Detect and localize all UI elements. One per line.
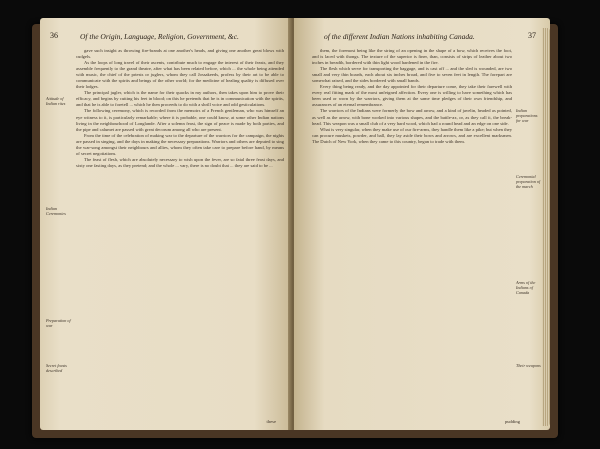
paragraph: As the loops of long travel of their ascents, contribute much to engage the interest of their feasts, and they assemble frequently to the grand theatre, after what has been related before, which ... the whole being attended with music, the chief of the priests or juglers, whom they call Jossakeeds, profess by their art to be able to communicate with the spirits and beings of the other world; for the medicine of healing quality is diffused over their lodges. (76, 60, 284, 90)
left-page-number: 36 (50, 31, 58, 40)
margin-note: Arms of the Indians of Canada (516, 280, 536, 295)
paragraph: What is very singular, when they make use of our fire-arms, they handle them like a pike; but when they can procure muskets, powder, and ball, they lay aside their bows and arrows, and are excellent marksmen. The Dutch of New York, when they came to this country, began to trade with them. (312, 126, 512, 144)
open-book (32, 18, 558, 438)
right-page (294, 18, 550, 430)
paragraph: Every thing being ready, and the day appointed for their departure come, they take their farewell with every real fitting mark of the most unfeigned affection. Every one is willing to have something which has been used or worn by the warriors, giving them at the same time pledges of their own friendship, and assurances of an eternal remembrance. (312, 84, 512, 108)
catchword: pudding (504, 419, 520, 424)
margin-note: Attitude of Indian rites (46, 96, 66, 106)
left-page (40, 18, 292, 430)
margin-note: Secret feasts described (46, 363, 67, 373)
margin-note: Their weapons (516, 363, 541, 368)
catchword: these (266, 419, 276, 424)
margin-note: Ceremonial preparation of the march (516, 174, 541, 189)
paragraph: The warriors of the Indians were formerly the bow and arrow, and a kind of javelin, headed as pointed, as well as the arrow, with bone worked into various shapes, and the battle-ax, or, as they call it, the break-head. This weapon was a small club of a very hard wood, which had a round head and an edge on one side. (312, 108, 512, 126)
left-running-head: Of the Origin, Language, Religion, Government, &c. (80, 32, 239, 41)
right-page-number: 37 (528, 31, 536, 40)
paragraph: From the time of the celebration of making war to the departure of the warriors for the campaign, the nights are passed in singing, and the days in making the necessary preparations. Warriors and others are deputed to sing the war-song amongst their neighbours and allies, whom they often take care to prepare before hand, by means of secret negotiations. (76, 132, 284, 156)
margin-note: Preparation of war (46, 318, 71, 328)
left-page-text (76, 48, 284, 169)
right-page-text (312, 48, 512, 145)
paragraph: The feast of flesh, which are absolutely necessary to wish upon the fever, are so fatal three feast days, and sixty one fasting days, as they pretend; and the whole ... vary, there is no doubt that ... they are said to be ... (76, 156, 284, 168)
margin-note: Indian Ceremonies (46, 206, 66, 216)
paragraph: them, the foremost being like the siring of an opening in the shape of a bow, which receives the foot, and is laced with thongs. The texture of the superior is finer, than, consists of strips of leather about two inches in breadth, bordered with thin light wood hardened in the fire. (312, 48, 512, 66)
page-edges (542, 28, 550, 426)
margin-note: Indian preparations for war (516, 108, 538, 123)
paragraph: gave such insight as throwing fire-brands at one another's heads, and giving one another great blows with cudgels. (76, 48, 284, 60)
paragraph: The following ceremony, which is recorded from the memoirs of a French gentleman, who was himself an eye witness to it, is particularly remarkable; where it is probable, one could know, at some other Indian nations living in the neighbourhood of Longlande. After a solemn feast, the sign of peace is made by both parties, and the pipe and calumet are passed with great decorum among all who are present. (76, 108, 284, 132)
paragraph: The flesh which serve for transporting the baggage, and is cast off ... and the sled is wounded, are two small and very thin boards, each about six inches broad, and five to seven feet in length. The forepart are somewhat raised, and the sides bordered with small bands. (312, 66, 512, 84)
paragraph: The principal jugler, which is the name for their quacks in my authors, then takes upon him to prove their efficacy, and begins by cutting his feet in blood; on this he pretends that he is in communication with the spirits, and that he is able to foretell ... which he then proceeds to do with a shrill voice and odd gesticulations. (76, 90, 284, 108)
right-running-head: of the different Indian Nations inhabiting Canada. (324, 32, 475, 41)
